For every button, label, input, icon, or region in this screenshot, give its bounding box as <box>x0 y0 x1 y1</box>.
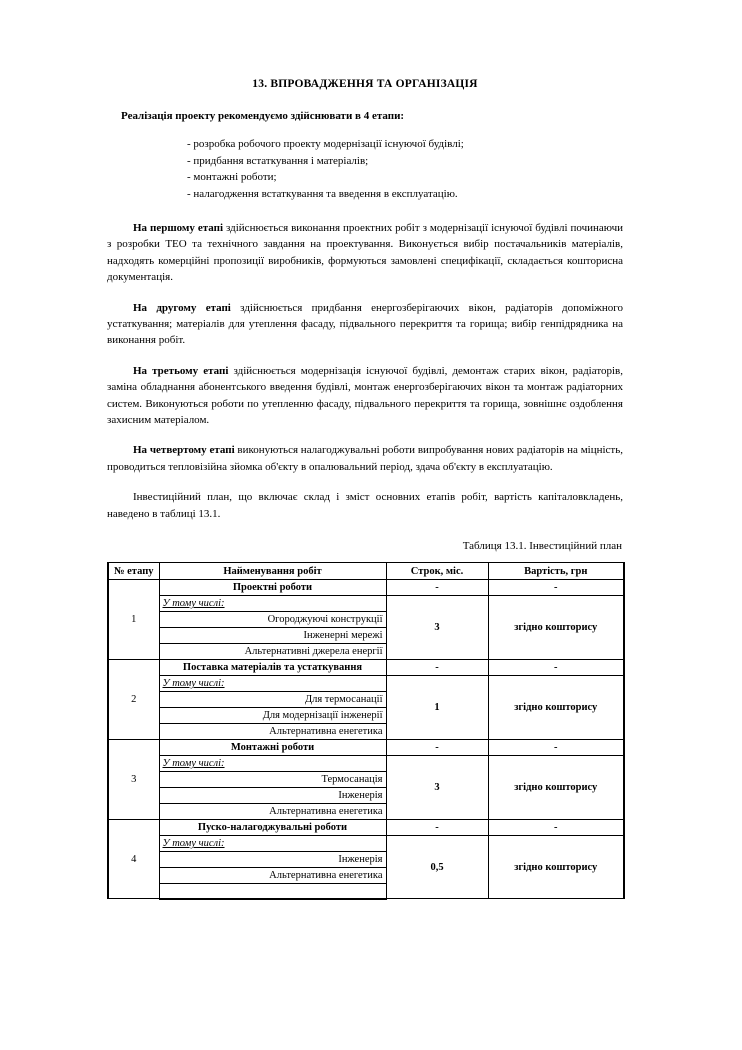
sub-item: Альтернативна енегетика <box>159 724 386 740</box>
sub-item: Альтернативна енегетика <box>159 868 386 884</box>
group-title: Проектні роботи <box>159 580 386 596</box>
sub-item: Інженерія <box>159 788 386 804</box>
group-title-cost: - <box>488 660 624 676</box>
paragraph-stage-1 <box>107 220 623 286</box>
sub-item: Огороджуючі конструкції <box>159 612 386 628</box>
stage-number: 4 <box>108 820 159 899</box>
group-title-term: - <box>386 820 488 836</box>
included-label: У тому числі: <box>159 676 386 692</box>
paragraph-text: здійснюється придбання енергозберігаючих вікон, радіаторів допоміжного устаткування; матеріалів для утеплення фасаду, підвального перекриття та горища; вибір генпідрядника на виконання робіт. <box>107 301 623 347</box>
group-title-term: - <box>386 740 488 756</box>
sub-item: Термосанація <box>159 772 386 788</box>
sub-item: Альтернативні джерела енергії <box>159 644 386 660</box>
paragraph-bold-lead: На четвертому етапі <box>133 444 235 457</box>
group-cost: згідно кошторису <box>488 596 624 660</box>
table-row <box>108 740 624 756</box>
group-cost: згідно кошторису <box>488 676 624 740</box>
lead-paragraph: Реалізація проекту рекомендуємо здійснювати в 4 етапи: <box>121 110 405 122</box>
table-body <box>108 580 624 899</box>
sub-item: Для термосанації <box>159 692 386 708</box>
paragraph-text: здійснюється модернізація існуючої будівлі, демонтаж старих вікон, радіаторів, заміна обладнання абонентського введення будівлі, монтаж енергозберігаючих вікон та монтаж радіаторних систем. Виконуються роботи по утепленню фасаду, підвального перекриття та горища, зовнішнє оздоблення захисним матеріалом. <box>107 364 623 427</box>
table-row <box>108 676 624 692</box>
table-row <box>108 836 624 852</box>
group-cost: згідно кошторису <box>488 836 624 899</box>
paragraph-stage-2 <box>107 300 623 349</box>
list-item: - налагодження встаткування та введення в експлуатацію. <box>187 187 458 200</box>
table-caption: Таблиця 13.1. Інвестиційний план <box>462 540 622 553</box>
paragraph-bold-lead: На другому етапі <box>133 301 231 314</box>
table-row <box>108 596 624 612</box>
column-header-cost: Вартість, грн <box>488 563 624 580</box>
table-row <box>108 580 624 596</box>
group-title: Монтажні роботи <box>159 740 386 756</box>
stage-number: 3 <box>108 740 159 820</box>
sub-item: Інженерні мережі <box>159 628 386 644</box>
list-item: - монтажні роботи; <box>187 171 277 183</box>
group-term: 3 <box>386 756 488 820</box>
page-title: 13. ВПРОВАДЖЕННЯ ТА ОРГАНІЗАЦІЯ <box>252 78 478 90</box>
group-term: 3 <box>386 596 488 660</box>
table-row <box>108 820 624 836</box>
paragraph-investment-plan <box>107 489 623 522</box>
sub-item: Альтернативна енегетика <box>159 804 386 820</box>
group-title-cost: - <box>488 820 624 836</box>
group-title: Пуско-налагоджувальні роботи <box>159 820 386 836</box>
sub-item: Інженерія <box>159 852 386 868</box>
paragraph-text: виконуються налагоджувальні роботи випробування нових радіаторів на міцність, проводиться тепловізійна зйомка об'єкту в опалювальний період, здача об'єкту в експлуатацію. <box>107 444 624 473</box>
included-label: У тому числі: <box>159 596 386 612</box>
group-term: 0,5 <box>386 836 488 899</box>
table-header <box>108 563 624 580</box>
paragraph-text: Інвестиційний план, що включає склад і зміст основних етапів робіт, вартість капіталовкладень, наведено в таблиці 13.1. <box>107 491 623 520</box>
list-item: - розробка робочого проекту модернізації існуючої будівлі; <box>187 138 464 150</box>
column-header-term: Строк, міс. <box>386 563 488 580</box>
stage-number: 1 <box>108 580 159 660</box>
table-row <box>108 660 624 676</box>
paragraph-stage-3 <box>107 363 623 429</box>
stage-number: 2 <box>108 660 159 740</box>
paragraph-bold-lead: На першому етапі <box>133 222 224 234</box>
group-title: Поставка матеріалів та устаткування <box>159 660 386 676</box>
sub-item: Для модернізації інженерії <box>159 708 386 724</box>
group-term: 1 <box>386 676 488 740</box>
column-header-stage: № етапу <box>108 563 159 580</box>
group-title-cost: - <box>488 580 624 596</box>
investment-plan-table <box>107 562 625 900</box>
paragraph-text: здійснюється виконання проектних робіт з модернізації існуючої будівлі починаючи з розробки ТЕО та технічного завдання на проектування. Виконується вибір постачальників матеріалів, надходять комерційні пропозиції виробників, формуються замовлені специфікації, складається кошторисна документація. <box>107 222 623 284</box>
list-item: - придбання встаткування і матеріалів; <box>187 154 369 167</box>
column-header-works: Найменування робіт <box>159 563 386 580</box>
bullet-list <box>107 136 623 202</box>
sub-item <box>159 884 386 899</box>
included-label: У тому числі: <box>159 756 386 772</box>
paragraph-stage-4 <box>107 442 623 475</box>
group-title-term: - <box>386 580 488 596</box>
included-label: У тому числі: <box>159 836 386 852</box>
group-cost: згідно кошторису <box>488 756 624 820</box>
group-title-term: - <box>386 660 488 676</box>
group-title-cost: - <box>488 740 624 756</box>
document-content <box>107 78 623 900</box>
paragraph-bold-lead: На третьому етапі <box>133 364 229 377</box>
table-header-row <box>108 563 624 580</box>
table-row <box>108 756 624 772</box>
